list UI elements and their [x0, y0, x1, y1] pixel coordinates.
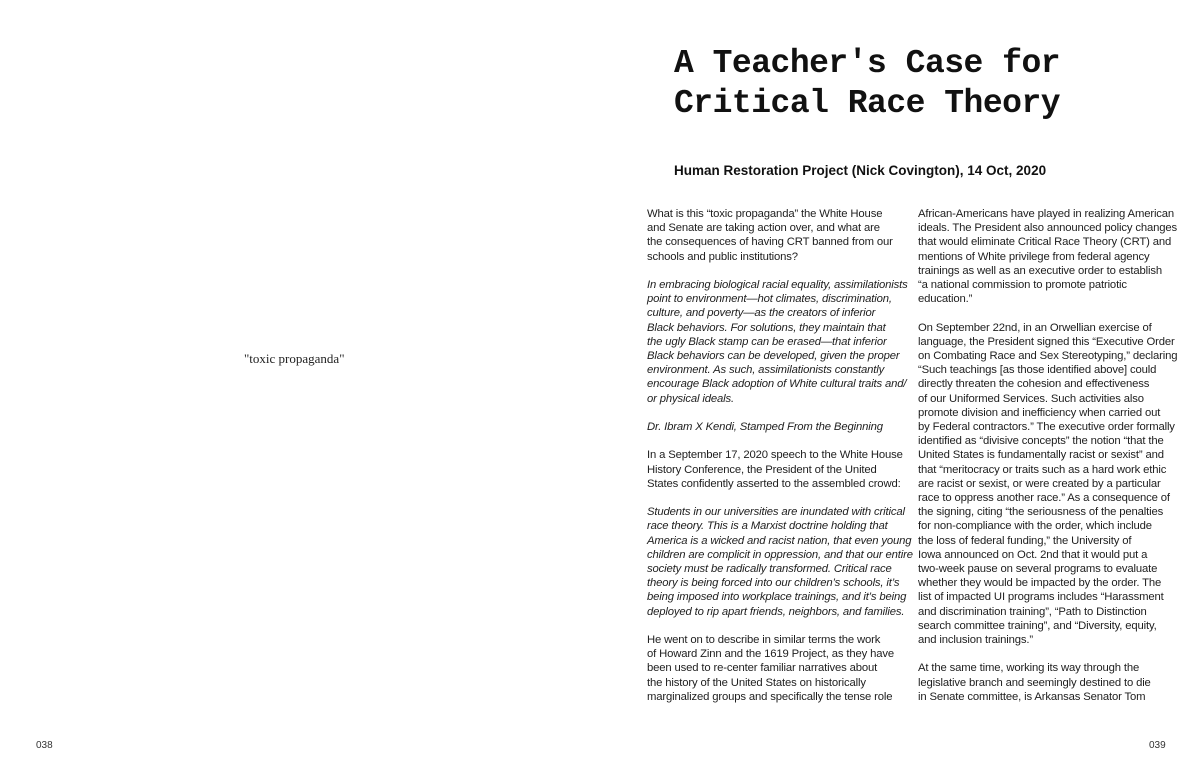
text-line: He went on to describe in similar terms the work [647, 634, 881, 647]
text-line: language, the President signed this “Executive Order [918, 335, 1175, 348]
body-paragraph [647, 278, 909, 406]
text-line: children are complicit in oppression, and that our entire [647, 548, 913, 561]
body-paragraph [647, 420, 909, 434]
text-line: culture, and poverty—as the creators of inferior [647, 307, 876, 320]
text-line: race theory. This is a Marxist doctrine holding that [647, 520, 888, 533]
text-line: society must be radically transformed. Critical race [647, 563, 892, 576]
text-line: education.” [918, 293, 973, 306]
page-number-left: 038 [36, 740, 53, 751]
text-line: in Senate committee, is Arkansas Senator Tom [918, 690, 1146, 703]
text-line: the signing, citing “the seriousness of the penalties [918, 506, 1164, 519]
text-line: the loss of federal funding,” the University of [918, 534, 1132, 547]
text-line: two-week pause on several programs to evaluate [918, 563, 1158, 576]
text-line: promote division and inefficiency when carried out [918, 406, 1161, 419]
text-line: Students in our universities are inundated with critical [647, 506, 905, 519]
text-line: of our Uniformed Services. Such activities also [918, 392, 1144, 405]
text-line: are racist or sexist, or were created by a particular [918, 477, 1161, 490]
text-line: on Combating Race and Sex Stereotyping,” declaring [918, 350, 1178, 363]
text-line: and Senate are taking action over, and what are [647, 222, 880, 235]
text-line: Iowa announced on Oct. 2nd that it would put a [918, 548, 1148, 561]
page-number-right: 039 [1149, 740, 1166, 751]
text-line: schools and public institutions? [647, 250, 798, 263]
text-line: the history of the United States on historically [647, 676, 866, 689]
text-line: “a national commission to promote patriotic [918, 279, 1127, 292]
text-line: United States is fundamentally racist or sexist” and [918, 449, 1164, 462]
body-paragraph [647, 633, 909, 704]
text-line: that “meritocracy or traits such as a hard work ethic [918, 463, 1167, 476]
text-line: In embracing biological racial equality, assimilationists [647, 279, 908, 291]
text-line: race to oppress another race.” As a consequence of [918, 492, 1170, 505]
text-line: What is this “toxic propaganda” the White House [647, 208, 883, 220]
text-line: deployed to rip apart friends, neighbors, and families. [647, 605, 905, 618]
text-line: Black behaviors. For solutions, they maintain that [647, 321, 886, 334]
text-line: encourage Black adoption of White cultural traits and/ [647, 378, 907, 391]
text-line: been used to re-center familiar narratives about [647, 662, 878, 675]
text-line: by Federal contractors.” The executive order formally [918, 421, 1175, 434]
text-column-right [918, 207, 1180, 718]
text-line: search committee training”, and “Diversity, equity, [918, 619, 1157, 632]
text-line: At the same time, working its way through the [918, 662, 1140, 675]
text-line: that would eliminate Critical Race Theory (CRT) and [918, 236, 1172, 249]
title-line: Critical Race Theory [674, 85, 1061, 122]
text-line: mentions of White privilege from federal agency [918, 250, 1150, 263]
text-line: States confidently asserted to the assembled crowd: [647, 477, 901, 490]
text-line: “Such teachings [as those identified above] could [918, 364, 1157, 377]
text-line: point to environment—hot climates, discrimination, [647, 293, 892, 306]
text-line: for non-compliance with the order, which include [918, 520, 1152, 533]
text-line: environment. As such, assimilationists constantly [647, 364, 885, 377]
body-paragraph [918, 321, 1180, 648]
title-line: A Teacher's Case for [674, 45, 1061, 82]
text-line: legislative branch and seemingly destined to die [918, 676, 1151, 689]
text-line: America is a wicked and racist nation, that even young [647, 534, 912, 547]
body-paragraph [918, 661, 1180, 704]
text-line: On September 22nd, in an Orwellian exercise of [918, 321, 1152, 334]
text-line: theory is being forced into our children’s schools, it’s [647, 577, 900, 590]
text-line: In a September 17, 2020 speech to the White House [647, 449, 903, 462]
text-line: African-Americans have played in realizing American [918, 208, 1175, 220]
text-line: list of impacted UI programs includes “Harassment [918, 591, 1164, 604]
text-line: marginalized groups and specifically the tense role [647, 690, 893, 703]
text-line: Black behaviors can be developed, given the proper [647, 350, 900, 363]
text-line: being imposed into workplace trainings, and it’s being [647, 591, 907, 604]
article-byline: Human Restoration Project (Nick Covington), 14 Oct, 2020 [674, 163, 1047, 178]
text-column-left [647, 207, 913, 718]
pull-quote: "toxic propaganda" [244, 351, 345, 366]
body-paragraph [647, 448, 909, 491]
text-line: ideals. The President also announced policy changes [918, 222, 1178, 235]
text-line: History Conference, the President of the United [647, 463, 877, 476]
text-line: identified as “divisive concepts” the notion “that the [918, 435, 1164, 448]
body-paragraph [647, 505, 913, 619]
body-paragraph [918, 207, 1180, 306]
text-line: and inclusion trainings.” [918, 634, 1033, 647]
text-line: or physical ideals. [647, 392, 734, 405]
text-line: directly threaten the cohesion and effectiveness [918, 378, 1150, 391]
text-line: of Howard Zinn and the 1619 Project, as they have [647, 648, 894, 661]
text-line: the ugly Black stamp can be erased—that inferior [647, 335, 887, 348]
text-line: and discrimination training”, “Path to Distinction [918, 605, 1147, 618]
text-line: trainings as well as an executive order to establish [918, 264, 1163, 277]
body-paragraph [647, 207, 909, 264]
text-line: whether they would be impacted by the order. The [918, 577, 1162, 590]
text-line: Dr. Ibram X Kendi, Stamped From the Beginning [647, 421, 883, 434]
article-title [674, 44, 1094, 124]
text-line: the consequences of having CRT banned from our [647, 236, 893, 249]
